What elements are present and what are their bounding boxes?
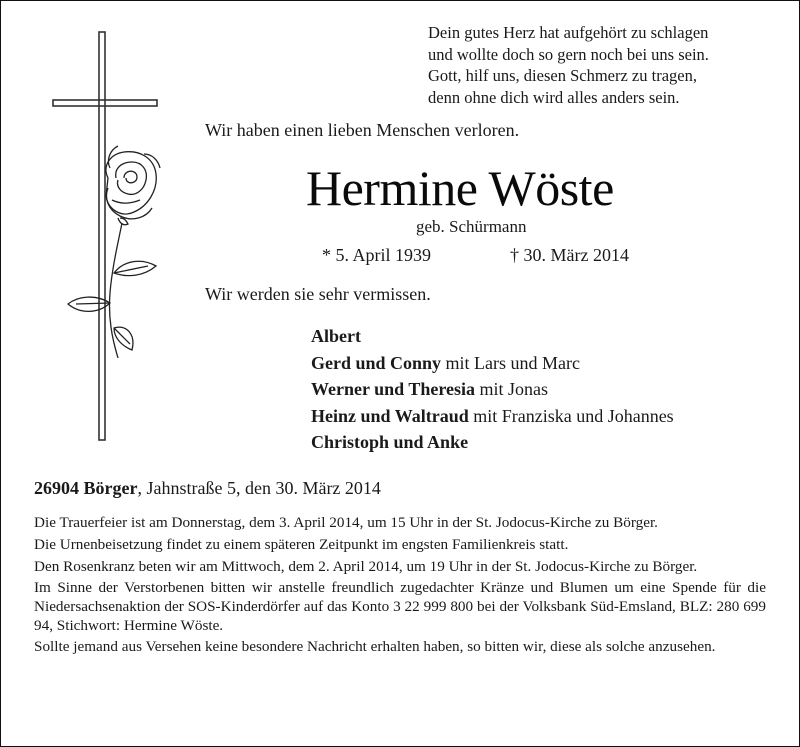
address-rest: , Jahnstraße 5, den 30. März 2014 bbox=[137, 478, 381, 498]
family-extra: mit Jonas bbox=[475, 379, 549, 399]
deceased-name: Hermine Wöste bbox=[306, 160, 614, 216]
miss-text: Wir werden sie sehr vermissen. bbox=[205, 284, 431, 304]
intro-text: Wir haben einen lieben Menschen verloren. bbox=[205, 120, 520, 140]
family-extra: mit Lars und Marc bbox=[441, 352, 581, 373]
family-names: Heinz und Waltraud bbox=[311, 405, 469, 426]
address-place: 26904 Börger bbox=[34, 478, 138, 498]
note-paragraph: Die Urnenbeisetzung findet zu einem späteren Zeitpunkt im engsten Familienkreis statt. bbox=[34, 535, 569, 553]
poem-line: denn ohne dich wird alles anders sein. bbox=[428, 87, 680, 107]
note-paragraph: Sollte jemand aus Versehen keine besondere Nachricht erhalten haben, so bitten wir, diese als solche anzusehen. bbox=[34, 638, 716, 656]
family-row bbox=[311, 403, 674, 430]
note-paragraph: Den Rosenkranz beten wir am Mittwoch, dem 2. April 2014, um 19 Uhr in der St. Jodocus-Kirche zu Börger. bbox=[34, 557, 698, 575]
family-names: Gerd und Conny bbox=[311, 352, 442, 373]
poem-line: Gott, hilf uns, diesen Schmerz zu tragen, bbox=[428, 66, 697, 85]
cross-rose-illustration bbox=[48, 28, 168, 448]
poem-line: und wollte doch so gern noch bei uns sein. bbox=[428, 44, 709, 64]
family-extra: mit Franziska und Johannes bbox=[468, 405, 674, 426]
note-paragraph: Die Trauerfeier ist am Donnerstag, dem 3. April 2014, um 15 Uhr in der St. Jodocus-Kirche zu Börger. bbox=[34, 514, 658, 531]
family-names: Albert bbox=[311, 326, 361, 346]
note-paragraph: Im Sinne der Verstorbenen bitten wir anstelle freundlich zugedachter Kränze und Blumen um eine Spende für die Niedersachsenaktion der SOS-Kinderdörfer auf das Konto 3 22 999 800 bei der Volksbank Süd-Emsland, BLZ: 280 699 94, Stichwort: Hermine Wöste. bbox=[34, 579, 766, 634]
poem bbox=[428, 22, 778, 108]
family-names: Werner und Theresia bbox=[311, 379, 476, 399]
family-row bbox=[311, 376, 674, 403]
poem-line: Dein gutes Herz hat aufgehört zu schlagen bbox=[428, 23, 709, 42]
birth-name: geb. Schürmann bbox=[416, 217, 527, 236]
rose-icon bbox=[68, 146, 160, 358]
family-row bbox=[311, 323, 674, 350]
cross-icon bbox=[53, 32, 157, 440]
family-list bbox=[311, 323, 674, 456]
birth-date: * 5. April 1939 bbox=[322, 245, 432, 265]
death-date: † 30. März 2014 bbox=[510, 245, 629, 265]
address-line bbox=[34, 478, 381, 499]
family-names: Christoph und Anke bbox=[311, 432, 469, 452]
family-row bbox=[311, 350, 674, 377]
family-row bbox=[311, 429, 674, 456]
notes bbox=[34, 514, 766, 660]
